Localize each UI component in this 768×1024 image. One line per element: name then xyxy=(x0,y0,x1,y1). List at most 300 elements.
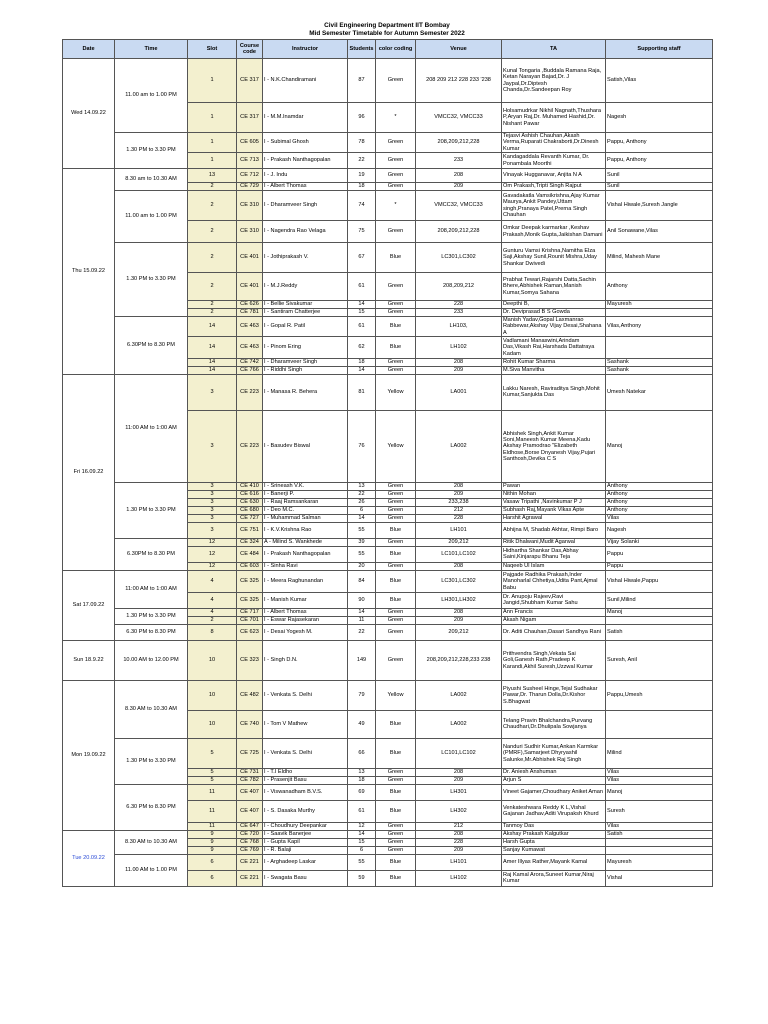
course-code-cell: CE 221 xyxy=(237,854,263,870)
slot-cell: 12 xyxy=(188,546,237,562)
course-code-cell: CE 223 xyxy=(237,410,263,482)
color-coding-cell: Green xyxy=(376,221,416,243)
course-code-cell: CE 782 xyxy=(237,776,263,784)
venue-cell: LC101,LC102 xyxy=(416,738,502,768)
staff-cell xyxy=(606,616,713,624)
staff-cell xyxy=(606,838,713,846)
slot-cell: 4 xyxy=(188,570,237,592)
venue-cell: LC301,LC302 xyxy=(416,570,502,592)
slot-cell: 13 xyxy=(188,169,237,183)
table-row xyxy=(63,570,713,592)
color-coding-cell: Green xyxy=(376,562,416,570)
staff-cell xyxy=(606,309,713,317)
slot-cell: 6 xyxy=(188,854,237,870)
instructor-cell: I - M.M.Inamdar xyxy=(263,103,348,133)
table-row xyxy=(63,738,713,768)
color-coding-cell: Green xyxy=(376,776,416,784)
table-row xyxy=(63,374,713,410)
instructor-cell: I - N.K.Chandiramani xyxy=(263,59,348,103)
slot-cell: 10 xyxy=(188,640,237,680)
color-coding-cell: Green xyxy=(376,490,416,498)
slot-cell: 4 xyxy=(188,592,237,608)
students-cell: 90 xyxy=(348,592,376,608)
course-code-cell: CE 742 xyxy=(237,358,263,366)
table-row xyxy=(63,482,713,490)
instructor-cell: I - Swagata Basu xyxy=(263,870,348,886)
header-ta: TA xyxy=(502,40,606,59)
staff-cell: Satish xyxy=(606,624,713,640)
ta-cell: Arjun S xyxy=(502,776,606,784)
course-code-cell: CE 626 xyxy=(237,301,263,309)
instructor-cell: I - Sinha Ravi xyxy=(263,562,348,570)
ta-cell: Vasaw Tripathi ,Navinkumar P J xyxy=(502,498,606,506)
venue-cell: 212 xyxy=(416,822,502,830)
slot-cell: 10 xyxy=(188,680,237,710)
students-cell: 14 xyxy=(348,608,376,616)
venue-cell: 208,209,212,228 xyxy=(416,221,502,243)
instructor-cell: I - Gupta Kapil xyxy=(263,838,348,846)
color-coding-cell: Blue xyxy=(376,546,416,562)
ta-cell: Deepthi B, xyxy=(502,301,606,309)
course-code-cell: CE 325 xyxy=(237,570,263,592)
students-cell: 14 xyxy=(348,366,376,374)
date-cell: Wed 14.09.22 xyxy=(63,59,115,169)
time-cell: 6.30 PM to 8.30 PM xyxy=(115,784,188,830)
staff-cell: Milind, Mahesh Mane xyxy=(606,243,713,273)
instructor-cell: I - Prakash Nanthagopalan xyxy=(263,153,348,169)
slot-cell: 3 xyxy=(188,506,237,514)
time-cell: 1.30 PM to 3.30 PM xyxy=(115,243,188,317)
course-code-cell: CE 325 xyxy=(237,592,263,608)
course-code-cell: CE 701 xyxy=(237,616,263,624)
slot-cell: 10 xyxy=(188,710,237,738)
ta-cell: Abhijna M, Shadab Akhtar, Rimpi Baro xyxy=(502,522,606,538)
date-cell: Sat 17.09.22 xyxy=(63,570,115,640)
venue-cell: 208 xyxy=(416,830,502,838)
course-code-cell: CE 751 xyxy=(237,522,263,538)
staff-cell: Manoj xyxy=(606,410,713,482)
ta-cell: Prabhat Tewari,Rajarshi Datta,Sachin Bhere,Abhishek Raman,Manish Kumar,Somya Sahana xyxy=(502,273,606,301)
header-venue: Venue xyxy=(416,40,502,59)
course-code-cell: CE 769 xyxy=(237,846,263,854)
staff-cell xyxy=(606,710,713,738)
instructor-cell: I - Desai Yogesh M. xyxy=(263,624,348,640)
staff-cell: Anthony xyxy=(606,490,713,498)
table-row xyxy=(63,317,713,337)
color-coding-cell: Green xyxy=(376,301,416,309)
timetable-body xyxy=(63,59,713,887)
slot-cell: 3 xyxy=(188,490,237,498)
instructor-cell: I - Dharamveer Singh xyxy=(263,191,348,221)
slot-cell: 11 xyxy=(188,822,237,830)
students-cell: 14 xyxy=(348,514,376,522)
table-row xyxy=(63,538,713,546)
ta-cell: Amer Illyas Rather,Mayank Kamal xyxy=(502,854,606,870)
ta-cell: Naqeeb Ul Islam xyxy=(502,562,606,570)
color-coding-cell: Blue xyxy=(376,592,416,608)
students-cell: 26 xyxy=(348,498,376,506)
ta-cell: Gavadakatla Vamsikrishna,Ajay Kumar Maurya,Ankit Pandey,Uttam singh,Pranaya Patel,Prerna Singh Chauhan xyxy=(502,191,606,221)
students-cell: 81 xyxy=(348,374,376,410)
slot-cell: 2 xyxy=(188,243,237,273)
table-row xyxy=(63,169,713,183)
time-cell: 8.30 AM to 10.30 AM xyxy=(115,680,188,738)
time-cell: 11.00 AM to 1.00 PM xyxy=(115,854,188,886)
course-code-cell: CE 401 xyxy=(237,243,263,273)
venue-cell: 208 xyxy=(416,358,502,366)
students-cell: 14 xyxy=(348,830,376,838)
ta-cell: Ann Francis xyxy=(502,608,606,616)
course-code-cell: CE 484 xyxy=(237,546,263,562)
instructor-cell: I - K.V.Krishna Rao xyxy=(263,522,348,538)
staff-cell: Suresh, Anil xyxy=(606,640,713,680)
course-code-cell: CE 223 xyxy=(237,374,263,410)
slot-cell: 3 xyxy=(188,514,237,522)
course-code-cell: CE 482 xyxy=(237,680,263,710)
students-cell: 18 xyxy=(348,776,376,784)
color-coding-cell: Blue xyxy=(376,738,416,768)
staff-cell: Anil Sonawane,Vilas xyxy=(606,221,713,243)
slot-cell: 5 xyxy=(188,738,237,768)
slot-cell: 1 xyxy=(188,133,237,153)
instructor-cell: I - Prakash Nanthagopalan xyxy=(263,546,348,562)
ta-cell: Vadlamani Manaswini,Arindam Das,Vikash Rai,Harshada Dattatraya Kadam xyxy=(502,336,606,358)
slot-cell: 5 xyxy=(188,768,237,776)
course-code-cell: CE 317 xyxy=(237,103,263,133)
color-coding-cell: Yellow xyxy=(376,374,416,410)
staff-cell: Anthony xyxy=(606,506,713,514)
staff-cell: Pappu, Anthony xyxy=(606,153,713,169)
time-cell: 11.00 am to 1.00 PM xyxy=(115,59,188,133)
venue-cell: LH301 xyxy=(416,784,502,800)
ta-cell: Akash Nigam xyxy=(502,616,606,624)
venue-cell: LH101 xyxy=(416,854,502,870)
table-row xyxy=(63,59,713,103)
students-cell: 79 xyxy=(348,680,376,710)
color-coding-cell: Yellow xyxy=(376,680,416,710)
venue-cell: 233,238 xyxy=(416,498,502,506)
students-cell: 78 xyxy=(348,133,376,153)
course-code-cell: CE 323 xyxy=(237,640,263,680)
ta-cell: Subhash Raj,Mayank Vikas Apte xyxy=(502,506,606,514)
slot-cell: 3 xyxy=(188,482,237,490)
staff-cell: Anthony xyxy=(606,273,713,301)
ta-cell: Lakku Naresh, Raviraditya Singh,Mohit Kumar,Sanjukta Das xyxy=(502,374,606,410)
instructor-cell: I - Singh D.N. xyxy=(263,640,348,680)
students-cell: 49 xyxy=(348,710,376,738)
course-code-cell: CE 781 xyxy=(237,309,263,317)
ta-cell: Prithvendra Singh,Vekata Sai Goli,Ganesh Rath,Pradeep K Karandi,Akhil Suresh,Uzzwal Kumar xyxy=(502,640,606,680)
time-cell: 1.30 PM to 3.30 PM xyxy=(115,482,188,538)
timetable xyxy=(62,39,713,887)
students-cell: 61 xyxy=(348,800,376,822)
course-code-cell: CE 680 xyxy=(237,506,263,514)
slot-cell: 3 xyxy=(188,498,237,506)
staff-cell: Nagesh xyxy=(606,103,713,133)
color-coding-cell: Green xyxy=(376,830,416,838)
students-cell: 18 xyxy=(348,358,376,366)
instructor-cell: I - Deo M.C. xyxy=(263,506,348,514)
instructor-cell: I - Venkata S. Delhi xyxy=(263,738,348,768)
ta-cell: Abhishek Singh,Ankit Kumar Soni,Maneesh Kumar Meena,Kadu Akshay Pramodrao "Elizabeth Eldhose,Borse Dnyanesh Vijay,Pujari Santhosh,Devika C S xyxy=(502,410,606,482)
venue-cell: LH102 xyxy=(416,336,502,358)
staff-cell xyxy=(606,336,713,358)
students-cell: 62 xyxy=(348,336,376,358)
ta-cell: Piyushi Susheel Hinge,Tejal Sudhakar Pawar,Dr. Tharun Dolla,Dr.Kishor S.Bhagwat xyxy=(502,680,606,710)
ta-cell: Ritik Dhalwani,Mudit Agarwal xyxy=(502,538,606,546)
color-coding-cell: Green xyxy=(376,59,416,103)
color-coding-cell: Green xyxy=(376,133,416,153)
staff-cell: Mayuresh xyxy=(606,301,713,309)
slot-cell: 11 xyxy=(188,784,237,800)
instructor-cell: I - Viswanadham B.V.S. xyxy=(263,784,348,800)
time-cell: 1.30 PM to 3.30 PM xyxy=(115,133,188,169)
ta-cell: Tanmoy Das xyxy=(502,822,606,830)
color-coding-cell: Green xyxy=(376,838,416,846)
color-coding-cell: Blue xyxy=(376,243,416,273)
ta-cell: Kandagaddala Revanth Kumar, Dr. Ponambala Moorthi xyxy=(502,153,606,169)
slot-cell: 2 xyxy=(188,183,237,191)
venue-cell: 228 xyxy=(416,301,502,309)
color-coding-cell: Green xyxy=(376,153,416,169)
time-cell: 8.30 am to 10.30 AM xyxy=(115,169,188,191)
venue-cell: LH103, xyxy=(416,317,502,337)
instructor-cell: I - Arghadeep Laskar xyxy=(263,854,348,870)
course-code-cell: CE 647 xyxy=(237,822,263,830)
title-line-1: Civil Engineering Department IIT Bombay xyxy=(324,22,450,29)
color-coding-cell: Blue xyxy=(376,570,416,592)
table-row xyxy=(63,854,713,870)
ta-cell: Pawan xyxy=(502,482,606,490)
venue-cell: 209,212 xyxy=(416,624,502,640)
students-cell: 14 xyxy=(348,301,376,309)
ta-cell: Omkar Deepak karmarkar ,Keshav Prakash,Monik Gupta,Jaikishan Damani xyxy=(502,221,606,243)
color-coding-cell: Green xyxy=(376,358,416,366)
ta-cell: Venkateshwara Reddy K L,Vishal Gajanan Jadhav,Aditi Virupaksh Khurd xyxy=(502,800,606,822)
slot-cell: 14 xyxy=(188,336,237,358)
staff-cell: Mayuresh xyxy=(606,854,713,870)
venue-cell: LH301,LH302 xyxy=(416,592,502,608)
color-coding-cell: Green xyxy=(376,624,416,640)
slot-cell: 14 xyxy=(188,317,237,337)
header-students: Students xyxy=(348,40,376,59)
date-cell: Tue 20.09.22 xyxy=(63,830,115,886)
course-code-cell: CE 766 xyxy=(237,366,263,374)
venue-cell: LH302 xyxy=(416,800,502,822)
instructor-cell: I - Bellie Sivakumar xyxy=(263,301,348,309)
color-coding-cell: Green xyxy=(376,608,416,616)
staff-cell: Anthony xyxy=(606,498,713,506)
ta-cell: Nanduri Sudhir Kumar,Ankan Karmkar (PMRF),Samarjeet Dhyryashil Salunke,Mr.Abhishek Raj Singh xyxy=(502,738,606,768)
header-row xyxy=(63,40,713,59)
color-coding-cell: Blue xyxy=(376,317,416,337)
slot-cell: 12 xyxy=(188,538,237,546)
students-cell: 149 xyxy=(348,640,376,680)
venue-cell: 208,209,212,228,233 238 xyxy=(416,640,502,680)
slot-cell: 2 xyxy=(188,301,237,309)
venue-cell: 209 xyxy=(416,183,502,191)
ta-cell: Nithin Mohan xyxy=(502,490,606,498)
students-cell: 15 xyxy=(348,309,376,317)
course-code-cell: CE 221 xyxy=(237,870,263,886)
staff-cell: Vilas xyxy=(606,822,713,830)
students-cell: 96 xyxy=(348,103,376,133)
instructor-cell: I - Santiram Chatterjee xyxy=(263,309,348,317)
instructor-cell: I - Tom V Mathew xyxy=(263,710,348,738)
slot-cell: 3 xyxy=(188,410,237,482)
color-coding-cell: Blue xyxy=(376,870,416,886)
instructor-cell: I - Riddhi Singh xyxy=(263,366,348,374)
staff-cell: Sunil,Milind xyxy=(606,592,713,608)
slot-cell: 9 xyxy=(188,838,237,846)
instructor-cell: I - R. Balaji xyxy=(263,846,348,854)
venue-cell: 208 xyxy=(416,608,502,616)
time-cell: 11:00 AM to 1:00 AM xyxy=(115,570,188,608)
course-code-cell: CE 410 xyxy=(237,482,263,490)
instructor-cell: I - M.J.Reddy xyxy=(263,273,348,301)
slot-cell: 14 xyxy=(188,366,237,374)
color-coding-cell: Green xyxy=(376,506,416,514)
table-row xyxy=(63,243,713,273)
staff-cell: Suresh xyxy=(606,800,713,822)
course-code-cell: CE 407 xyxy=(237,800,263,822)
ta-cell: M.Siva Manvitha xyxy=(502,366,606,374)
venue-cell: 208 xyxy=(416,562,502,570)
venue-cell: 228 xyxy=(416,514,502,522)
date-cell: Sun 18.9.22 xyxy=(63,640,115,680)
staff-cell: Pappu,Umesh xyxy=(606,680,713,710)
staff-cell: Pappu, Anthony xyxy=(606,133,713,153)
staff-cell: Milind xyxy=(606,738,713,768)
color-coding-cell: Blue xyxy=(376,336,416,358)
instructor-cell: I - Jothiprakash V. xyxy=(263,243,348,273)
header-course-code: Course code xyxy=(237,40,263,59)
venue-cell: VMCC32, VMCC33 xyxy=(416,191,502,221)
ta-cell: Dr. Anupoju Rajeev,Ravi Jangid,Shubham Kumar Sahu xyxy=(502,592,606,608)
date-cell: Mon 19.09.22 xyxy=(63,680,115,830)
students-cell: 22 xyxy=(348,624,376,640)
time-cell: 6.30 PM to 8.30 PM xyxy=(115,624,188,640)
students-cell: 19 xyxy=(348,169,376,183)
students-cell: 67 xyxy=(348,243,376,273)
slot-cell: 5 xyxy=(188,776,237,784)
header-color-coding: color coding xyxy=(376,40,416,59)
color-coding-cell: * xyxy=(376,191,416,221)
venue-cell: 208,209,212 xyxy=(416,273,502,301)
slot-cell: 1 xyxy=(188,103,237,133)
staff-cell: Sunil xyxy=(606,183,713,191)
table-row xyxy=(63,133,713,153)
ta-cell: Akshay Prakash Kalgutkar xyxy=(502,830,606,838)
ta-cell: Holsamudrkar Nikhil Nagnath,Thushara P,Aryan Raj,Dr. Muhamed Hashid,Dr. Nishant Pawar xyxy=(502,103,606,133)
ta-cell: Vineet Gajamer,Choudhary Aniket Aman xyxy=(502,784,606,800)
time-cell: 11:00 AM to 1:00 AM xyxy=(115,374,188,482)
course-code-cell: CE 616 xyxy=(237,490,263,498)
color-coding-cell: Blue xyxy=(376,710,416,738)
venue-cell: LC101,LC102 xyxy=(416,546,502,562)
students-cell: 66 xyxy=(348,738,376,768)
color-coding-cell: Blue xyxy=(376,784,416,800)
course-code-cell: CE 603 xyxy=(237,562,263,570)
course-code-cell: CE 407 xyxy=(237,784,263,800)
venue-cell: 208,209,212,228 xyxy=(416,133,502,153)
color-coding-cell: Green xyxy=(376,822,416,830)
color-coding-cell: Green xyxy=(376,616,416,624)
color-coding-cell: Blue xyxy=(376,800,416,822)
students-cell: 13 xyxy=(348,482,376,490)
students-cell: 84 xyxy=(348,570,376,592)
venue-cell: 208 xyxy=(416,768,502,776)
staff-cell: Sunil xyxy=(606,169,713,183)
instructor-cell: I - Meera Raghunandan xyxy=(263,570,348,592)
staff-cell: Manoj xyxy=(606,784,713,800)
slot-cell: 1 xyxy=(188,153,237,169)
students-cell: 61 xyxy=(348,273,376,301)
students-cell: 55 xyxy=(348,546,376,562)
instructor-cell: I - Gopal R. Patil xyxy=(263,317,348,337)
slot-cell: 3 xyxy=(188,374,237,410)
slot-cell: 11 xyxy=(188,800,237,822)
course-code-cell: CE 605 xyxy=(237,133,263,153)
date-cell: Thu 15.09.22 xyxy=(63,169,115,375)
color-coding-cell: Blue xyxy=(376,522,416,538)
students-cell: 76 xyxy=(348,410,376,482)
venue-cell: 209 xyxy=(416,846,502,854)
time-cell: 1.30 PM to 3.30 PM xyxy=(115,608,188,624)
slot-cell: 2 xyxy=(188,273,237,301)
course-code-cell: CE 740 xyxy=(237,710,263,738)
ta-cell: Manish Yadav,Gopal Laxmanrao Rabbewar,Akshay Vijay Desai,Shahana A xyxy=(502,317,606,337)
staff-cell: Satish xyxy=(606,830,713,838)
venue-cell: 212 xyxy=(416,506,502,514)
ta-cell: Sanjay Kumawat xyxy=(502,846,606,854)
students-cell: 11 xyxy=(348,616,376,624)
instructor-cell: I - Dharamveer Singh xyxy=(263,358,348,366)
title-line-2: Mid Semester Timetable for Autumn Semester 2022 xyxy=(309,30,465,37)
ta-cell: Rohit Kumar Sharma xyxy=(502,358,606,366)
course-code-cell: CE 310 xyxy=(237,191,263,221)
course-code-cell: CE 768 xyxy=(237,838,263,846)
students-cell: 69 xyxy=(348,784,376,800)
ta-cell: Raj Kamal Arora,Suneet Kumar,Niraj Kumar xyxy=(502,870,606,886)
color-coding-cell: Green xyxy=(376,183,416,191)
ta-cell: Pajgade Radhika Prakash,Inder Manoharlal Chhetiya,Udita Pant,Ajmal Babu xyxy=(502,570,606,592)
staff-cell: Vishal Hiwale,Suresh Jangle xyxy=(606,191,713,221)
color-coding-cell: Green xyxy=(376,768,416,776)
course-code-cell: CE 713 xyxy=(237,153,263,169)
instructor-cell: I - Saavik Banerjee xyxy=(263,830,348,838)
slot-cell: 12 xyxy=(188,562,237,570)
slot-cell: 9 xyxy=(188,830,237,838)
color-coding-cell: Green xyxy=(376,273,416,301)
time-cell: 6.30PM to 8.30 PM xyxy=(115,538,188,570)
venue-cell: 209 xyxy=(416,776,502,784)
timetable-document xyxy=(62,22,712,887)
students-cell: 18 xyxy=(348,183,376,191)
instructor-cell: I - Banerji P. xyxy=(263,490,348,498)
color-coding-cell: Green xyxy=(376,538,416,546)
venue-cell: LA001 xyxy=(416,374,502,410)
venue-cell: VMCC32, VMCC33 xyxy=(416,103,502,133)
staff-cell: Vilas xyxy=(606,776,713,784)
course-code-cell: CE 720 xyxy=(237,830,263,838)
course-code-cell: CE 463 xyxy=(237,336,263,358)
ta-cell: Hidhartha Shankar Das,Abhay Saini,Kinjarapu Bhanu Teja xyxy=(502,546,606,562)
color-coding-cell: * xyxy=(376,103,416,133)
staff-cell: Vilas,Anthony xyxy=(606,317,713,337)
time-cell: 8.30 AM to 10.30 AM xyxy=(115,830,188,854)
slot-cell: 2 xyxy=(188,221,237,243)
